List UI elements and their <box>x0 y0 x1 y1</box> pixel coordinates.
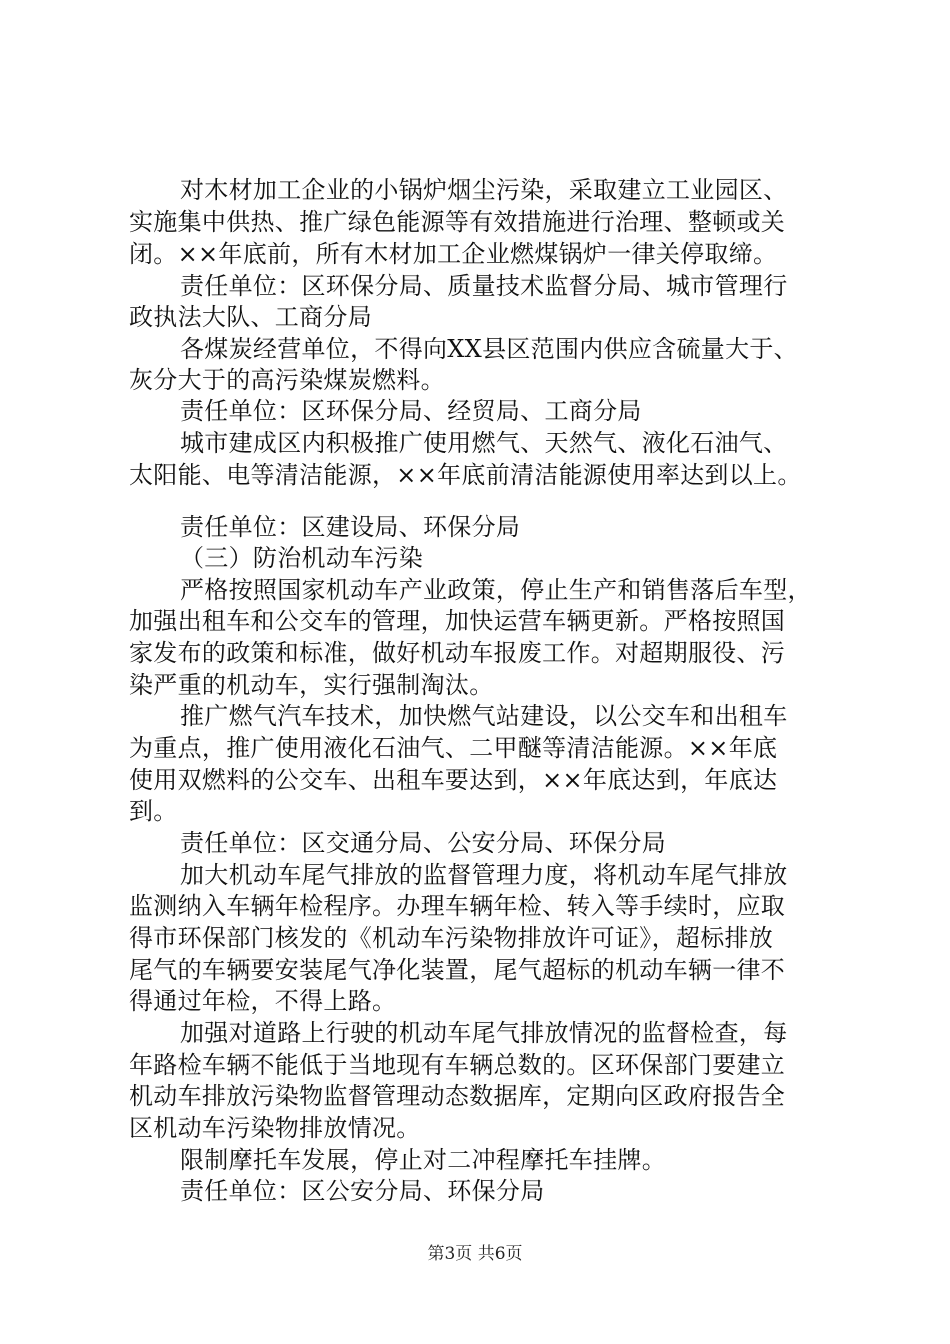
page-number-footer: 第3页 共6页 <box>427 1244 523 1264</box>
text-line: 尾气的车辆要安装尾气净化装置，尾气超标的机动车辆一律不 <box>129 956 786 984</box>
text-line: 机动车排放污染物监督管理动态数据库，定期向区政府报告全 <box>129 1082 786 1110</box>
text-line: 太阳能、电等清洁能源，××年底前清洁能源使用率达到以上。 <box>129 461 802 489</box>
text-line: 责任单位：区环保分局、经贸局、工商分局 <box>180 397 642 425</box>
section-heading: （三）防治机动车污染 <box>180 544 423 572</box>
text-line: 城市建成区内积极推广使用燃气、天然气、液化石油气、 <box>180 429 788 457</box>
text-line: 对木材加工企业的小锅炉烟尘污染，采取建立工业园区、 <box>180 176 788 204</box>
text-line: 限制摩托车发展，停止对二冲程摩托车挂牌。 <box>180 1146 666 1174</box>
text-line: 责任单位：区建设局、环保分局 <box>180 513 521 541</box>
text-line: 政执法大队、工商分局 <box>129 303 372 331</box>
text-line: 家发布的政策和标准，做好机动车报废工作。对超期服役、污 <box>129 639 786 667</box>
text-line: 染严重的机动车，实行强制淘汰。 <box>129 671 494 699</box>
text-line: 闭。××年底前，所有木材加工企业燃煤锅炉一律关停取缔。 <box>129 240 778 268</box>
text-line: 得市环保部门核发的《机动车污染物排放许可证》，超标排放 <box>129 924 774 952</box>
text-line: 加大机动车尾气排放的监督管理力度，将机动车尾气排放 <box>180 861 788 889</box>
text-line: 责任单位：区交通分局、公安分局、环保分局 <box>180 829 666 857</box>
text-line: 实施集中供热、推广绿色能源等有效措施进行治理、整顿或关 <box>129 208 786 236</box>
text-line: 得通过年检，不得上路。 <box>129 987 397 1015</box>
text-line: 监测纳入车辆年检程序。办理车辆年检、转入等手续时，应取 <box>129 892 786 920</box>
text-line: 各煤炭经营单位，不得向XX县区范围内供应含硫量大于、 <box>180 335 798 363</box>
text-line: 区机动车污染物排放情况。 <box>129 1114 421 1142</box>
text-line: 加强出租车和公交车的管理，加快运营车辆更新。严格按照国 <box>129 607 786 635</box>
text-line: 责任单位：区公安分局、环保分局 <box>180 1177 545 1205</box>
text-line: 灰分大于的高污染煤炭燃料。 <box>129 366 445 394</box>
text-line: 为重点，推广使用液化石油气、二甲醚等清洁能源。××年底 <box>129 734 778 762</box>
text-line: 严格按照国家机动车产业政策，停止生产和销售落后车型， <box>180 576 812 604</box>
text-line: 加强对道路上行驶的机动车尾气排放情况的监督检查，每 <box>180 1019 788 1047</box>
text-line: 责任单位：区环保分局、质量技术监督分局、城市管理行 <box>180 272 788 300</box>
text-line: 年路检车辆不能低于当地现有车辆总数的。区环保部门要建立 <box>129 1051 786 1079</box>
text-line: 推广燃气汽车技术，加快燃气站建设，以公交车和出租车 <box>180 702 788 730</box>
text-line: 到。 <box>129 797 178 825</box>
text-line: 使用双燃料的公交车、出租车要达到，××年底达到，年底达 <box>129 766 778 794</box>
